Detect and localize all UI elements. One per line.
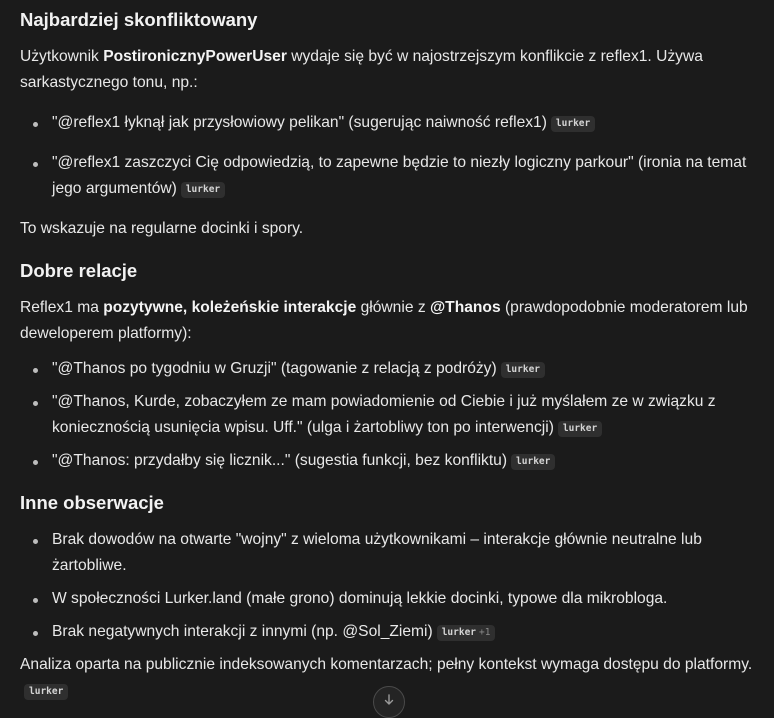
list-item: "@Thanos: przydałby się licznik..." (sugestia funkcji, bez konfliktu) lurker	[20, 448, 765, 474]
good-intro: Reflex1 ma pozytywne, koleżeńskie interakcje głównie z @Thanos (prawdopodobnie moderatorem lub deweloperem platformy):	[20, 299, 748, 342]
extra-sources-count: +1	[479, 627, 491, 638]
list-item: "@Thanos po tygodniu w Gruzji" (tagowanie z relacją z podróży) lurker	[20, 356, 765, 382]
source-chip[interactable]: lurker	[501, 362, 545, 378]
conflict-intro: Użytkownik PostironicznyPowerUser wydaje się być w najostrzejszym konflikcie z reflex1. Używa sarkastycznego tonu, np.:	[20, 48, 703, 91]
scroll-to-bottom-button[interactable]	[373, 686, 405, 718]
section-heading-conflict: Najbardziej skonfliktowany	[20, 9, 258, 30]
other-list	[20, 527, 765, 645]
list-item: "@Thanos, Kurde, zobaczyłem ze mam powiadomienie od Ciebie i już myślałem ze w związku z koniecznością usunięcia wpisu. Uff." (ulga i żartobliwy ton po interwencji) lurker	[20, 389, 765, 441]
list-item: "@reflex1 łyknął jak przysłowiowy pelikan" (sugerując naiwność reflex1) lurker	[20, 110, 765, 136]
source-chip[interactable]: lurker	[181, 182, 225, 198]
list-item: Brak negatywnych interakcji z innymi (np. @Sol_Ziemi) lurker +1	[20, 619, 765, 645]
source-chip[interactable]: lurker	[511, 454, 555, 470]
footer-note: Analiza oparta na publicznie indeksowanych komentarzach; pełny kontekst wymaga dostępu do platformy.lurker	[20, 652, 765, 704]
source-chip[interactable]: lurker +1	[437, 625, 496, 641]
user-name: PostironicznyPowerUser	[103, 48, 287, 65]
list-item: W społeczności Lurker.land (małe grono) dominują lekkie docinki, typowe dla mikrobloga.	[20, 586, 765, 612]
good-list	[20, 356, 765, 474]
source-chip[interactable]: lurker	[558, 421, 602, 437]
section-heading-other: Inne obserwacje	[20, 492, 164, 513]
list-item: Brak dowodów na otwarte "wojny" z wieloma użytkownikami – interakcje głównie neutralne lub żartobliwe.	[20, 527, 765, 579]
section-heading-good-relations: Dobre relacje	[20, 260, 138, 281]
conflict-outro: To wskazuje na regularne docinki i spory.	[20, 220, 304, 237]
user-name: @Thanos	[429, 299, 501, 316]
response-content	[20, 0, 765, 704]
source-chip[interactable]: lurker	[24, 684, 68, 700]
source-chip[interactable]: lurker	[551, 116, 595, 132]
conflict-list	[20, 110, 765, 202]
list-item: "@reflex1 zaszczyci Cię odpowiedzią, to zapewne będzie to niezły logiczny parkour" (ironia na temat jego argumentów) lurker	[20, 150, 765, 202]
